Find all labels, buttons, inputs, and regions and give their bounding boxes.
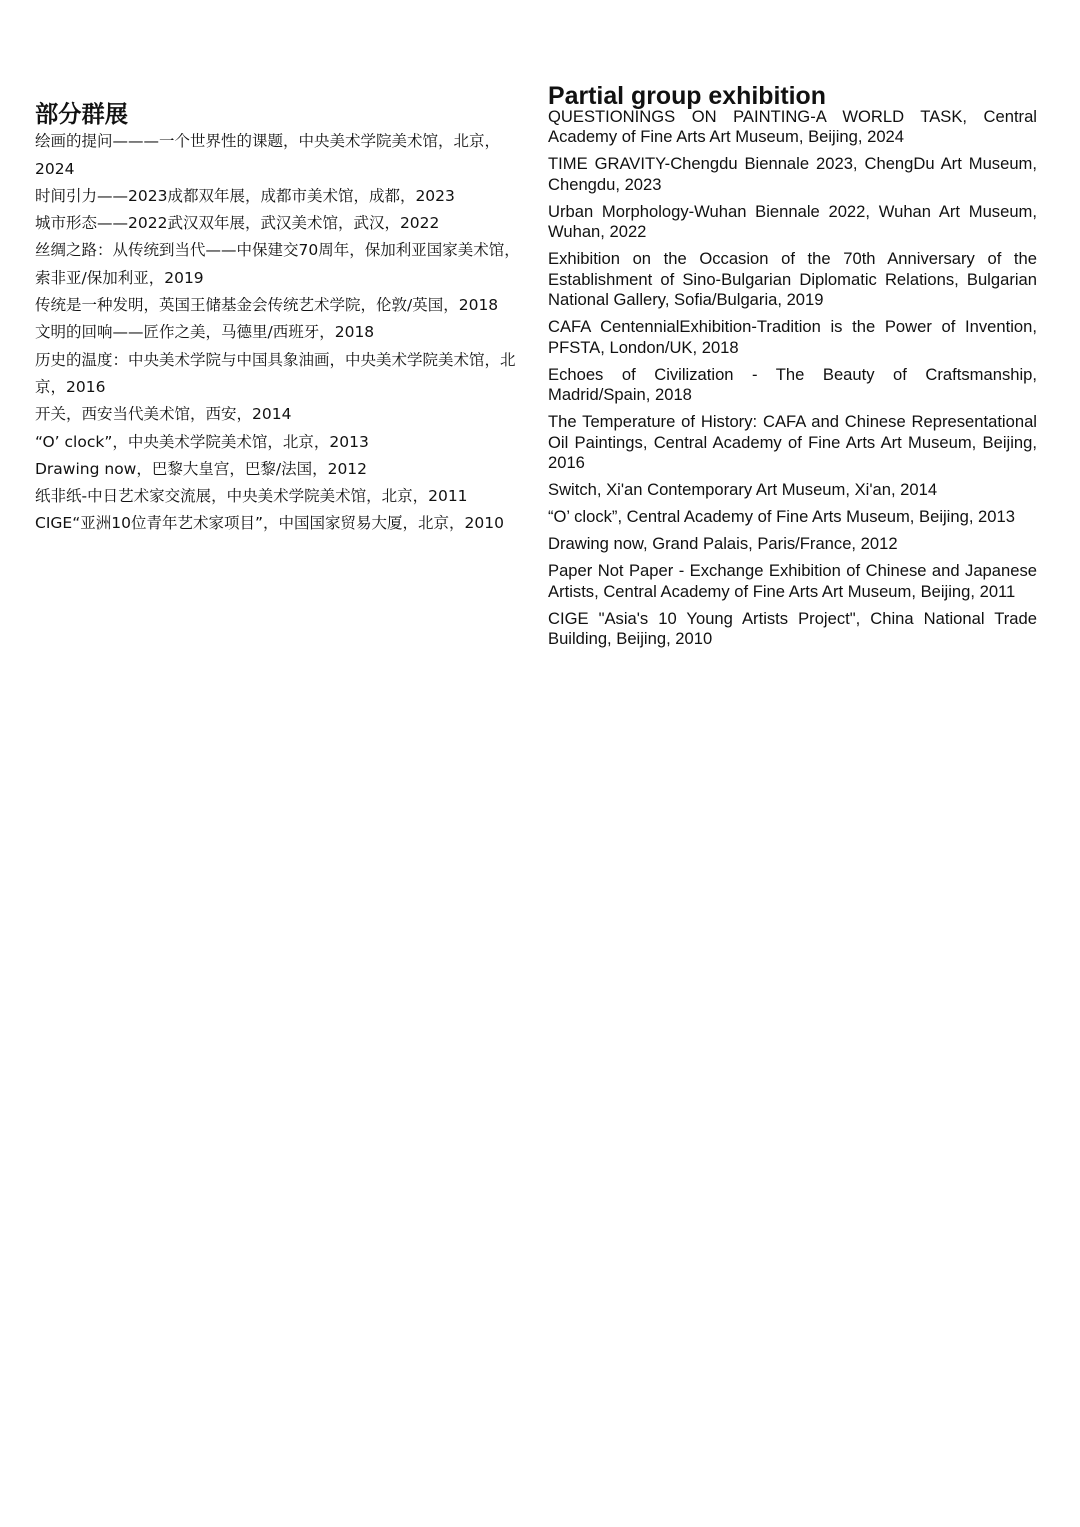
list-item: Drawing now, Grand Palais, Paris/France, 2012 [548,534,898,553]
list-item: Echoes of Civilization - The Beauty of Craftsmanship, Madrid/Spain, 2018 [548,364,1037,404]
list-item: CIGE "Asia's 10 Young Artists Project", China National Trade Building, Beijing, 2010 [548,608,1037,648]
list-item: 时间引力——2023成都双年展，成都市美术馆，成都，2023 [35,186,455,205]
chinese-exhibition-column [35,101,521,538]
list-item: Urban Morphology-Wuhan Biennale 2022, Wuhan Art Museum, Wuhan, 2022 [548,201,1037,241]
english-section-heading: Partial group exhibition [548,82,826,110]
list-item: 绘画的提问———一个世界性的课题，中央美术学院美术馆，北京，2024 [35,132,501,178]
list-item: 文明的回响——匠作之美，马德里/西班牙，2018 [35,323,375,342]
list-item: CAFA CentennialExhibition-Tradition is the Power of Invention, PFSTA, London/UK, 2018 [548,317,1037,357]
chinese-section-heading: 部分群展 [35,101,129,128]
list-item: The Temperature of History: CAFA and Chinese Representational Oil Paintings, Central Academy of Fine Arts Art Museum, Beijing, 2016 [548,412,1037,472]
list-item: “O’ clock”，中央美术学院美术馆，北京，2013 [35,432,369,451]
list-item: 纸非纸-中日艺术家交流展，中央美术学院美术馆，北京，2011 [35,487,468,506]
list-item: “O’ clock”, Central Academy of Fine Arts Museum, Beijing, 2013 [548,507,1015,526]
list-item: 城市形态——2022武汉双年展，武汉美术馆，武汉，2022 [35,214,440,233]
list-item: CIGE“亚洲10位青年艺术家项目”，中国国家贸易大厦，北京，2010 [35,514,504,533]
list-item: 丝绸之路：从传统到当代——中保建交70周年，保加利亚国家美术馆，索非亚/保加利亚，2019 [35,241,520,287]
list-item: Switch, Xi'an Contemporary Art Museum, Xi'an, 2014 [548,480,938,499]
list-item: Exhibition on the Occasion of the 70th Anniversary of the Establishment of Sino-Bulgarian Diplomatic Relations, Bulgarian National Gallery, Sofia/Bulgaria, 2019 [548,249,1037,309]
list-item: Paper Not Paper - Exchange Exhibition of Chinese and Japanese Artists, Central Academy of Fine Arts Art Museum, Beijing, 2011 [548,561,1037,601]
list-item: 开关，西安当代美术馆，西安，2014 [35,405,292,424]
list-item: TIME GRAVITY-Chengdu Biennale 2023, ChengDu Art Museum, Chengdu, 2023 [548,154,1037,194]
chinese-exhibition-list [35,128,521,537]
english-exhibition-column [548,82,1037,656]
list-item: 传统是一种发明，英国王储基金会传统艺术学院，伦敦/英国，2018 [35,296,499,315]
list-item: Drawing now，巴黎大皇宫，巴黎/法国，2012 [35,459,368,478]
list-item: 历史的温度：中央美术学院与中国具象油画，中央美术学院美术馆，北京，2016 [35,350,516,396]
english-exhibition-list [548,107,1037,650]
list-item: QUESTIONINGS ON PAINTING-A WORLD TASK, Central Academy of Fine Arts Art Museum, Beijing, 2024 [548,106,1037,146]
